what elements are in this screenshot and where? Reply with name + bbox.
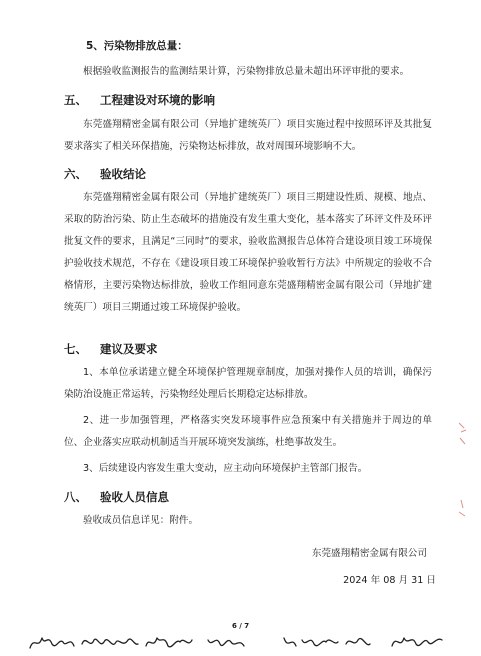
section-five-paragraph: 东莞盛翔精密金属有限公司（异地扩建统英厂）项目实施过程中按照环评及其批复要求落实了相关环保措施，污染物达标排放，故对周围环境影响不大。 <box>64 119 432 152</box>
section-eight-title: 验收人员信息 <box>100 490 169 504</box>
margin-mark-icon <box>455 420 469 448</box>
pollutant-total-heading: 5、污染物排放总量： <box>86 40 188 52</box>
signing-date: 2024 年 08 月 31 日 <box>343 575 436 586</box>
suggestion-item-3: 3、后续建设内容发生重大变动，应主动向环境保护主管部门报告。 <box>83 463 368 474</box>
suggestion-item-1: 1、本单位承诺建立健全环境保护管理规章制度，加强对操作人员的培训，确保污染防治设施正常运转，污染物经处理后长期稳定达标排放。 <box>64 367 432 400</box>
section-eight-paragraph: 验收成员信息详见：附件。 <box>83 515 199 526</box>
section-six-paragraph: 东莞盛翔精密金属有限公司（异地扩建统英厂）项目三期建设性质、规模、地点、采取的防治污染、防止生态破坏的措施没有发生重大变化，基本落实了环评文件及环评批复文件的要求，且满足“三同时”的要求，验收监测报告总体符合建设项目竣工环境保护验收技术规范，不存在《建设项目竣工环境保护验收暂行方法》中所规定的验收不合格情形，主要污染物达标排放，验收工作组同意东莞盛翔精密金属有限公司（异地扩建统英厂）项目三期通过竣工环境保护验收。 <box>64 192 432 313</box>
section-five-heading <box>64 92 215 108</box>
section-eight-number: 八、 <box>64 490 87 504</box>
company-signature-line: 东莞盛翔精密金属有限公司 <box>311 548 427 559</box>
section-seven-number: 七、 <box>64 342 87 356</box>
page-number: 6 / 7 <box>232 622 250 630</box>
section-five-number: 五、 <box>64 93 87 107</box>
pollutant-total-paragraph: 根据验收监测报告的监测结果计算，污染物排放总量未超出环评审批的要求。 <box>83 66 410 77</box>
section-five-title: 工程建设对环境的影响 <box>100 93 215 107</box>
section-eight-heading <box>64 489 169 505</box>
handwritten-signatures <box>26 630 456 654</box>
section-six-number: 六、 <box>64 167 87 181</box>
margin-mark-icon <box>455 498 469 520</box>
section-six-heading <box>64 166 146 182</box>
section-seven-heading <box>64 341 158 357</box>
suggestion-item-2: 2、进一步加强管理，严格落实突发环境事件应急预案中有关措施并于周边的单位、企业落实应联动机制适当开展环境突发演练，杜绝事故发生。 <box>64 415 432 448</box>
section-seven-title: 建议及要求 <box>100 342 158 356</box>
section-six-title: 验收结论 <box>100 167 146 181</box>
